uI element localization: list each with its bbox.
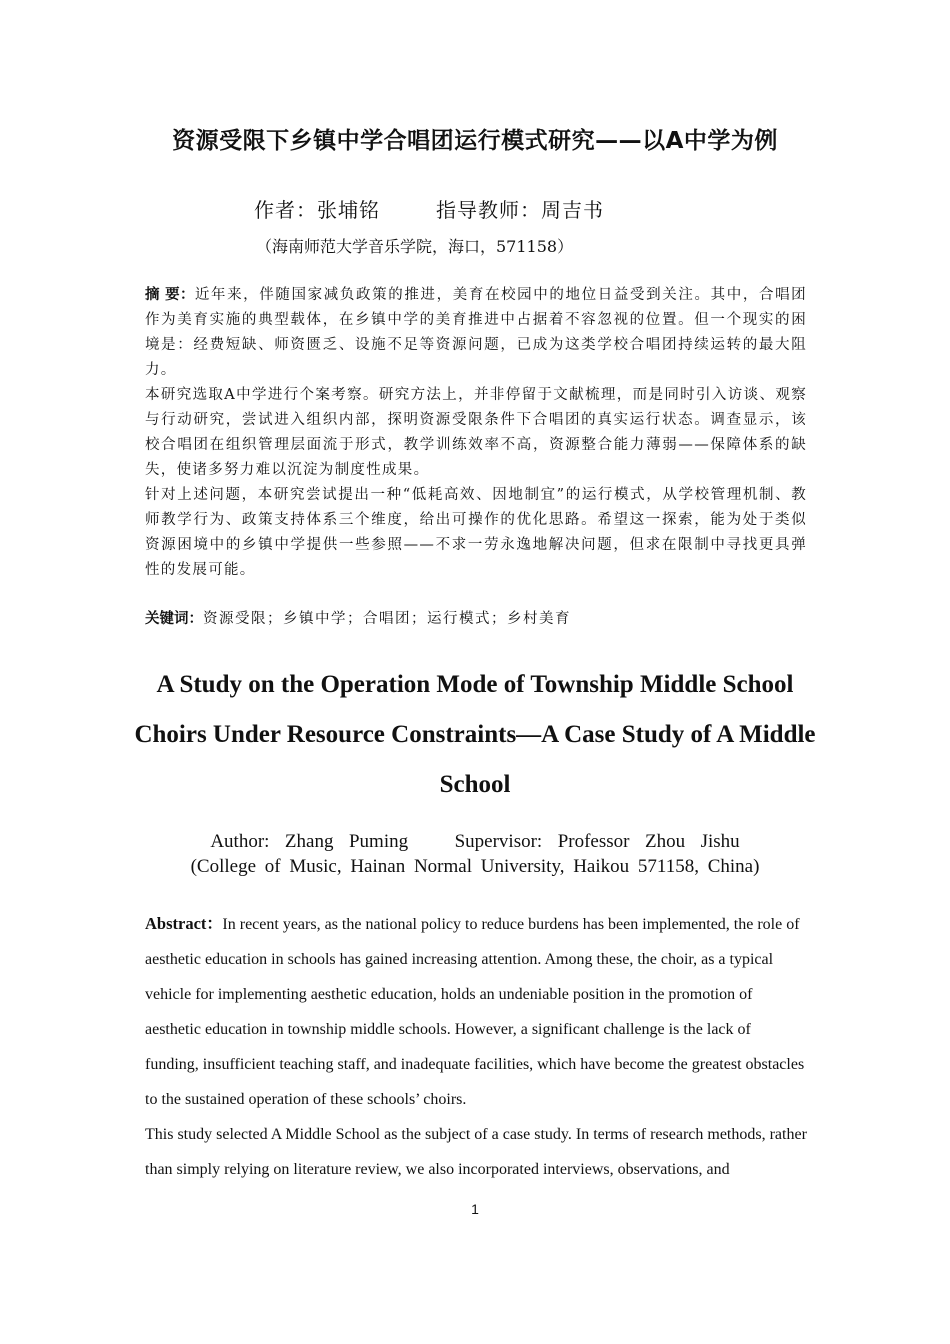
english-author-line: Author: Zhang Puming Supervisor: Professor Zhou Jishu: [210, 831, 740, 852]
chinese-abstract-text-1: 近年来，伴随国家减负政策的推进，美育在校园中的地位日益受到关注。其中，合唱团作为美育实施的典型载体，在乡镇中学的美育推进中占据着不容忽视的位置。但一个现实的困境是：经费短缺、师资匮乏、设施不足等资源问题，已成为这类学校合唱团持续运转的最大阻力。: [145, 287, 807, 378]
english-affiliation: (College of Music, Hainan Normal University, Haikou 571158, China): [190, 856, 760, 877]
english-abstract: [145, 906, 807, 1187]
page-number: 1: [471, 1201, 479, 1217]
chinese-keywords: [145, 607, 571, 628]
chinese-abstract-paragraph-2: 本研究选取A中学进行个案考察。研究方法上，并非停留于文献梳理，而是同时引入访谈、观察与行动研究，尝试进入组织内部，探明资源受限条件下合唱团的真实运行状态。调查显示，该校合唱团在组织管理层面流于形式，教学训练效率不高，资源整合能力薄弱——保障体系的缺失，使诸多努力难以沉淀为制度性成果。: [145, 387, 807, 478]
chinese-abstract-label: 摘 要：: [145, 287, 195, 303]
chinese-abstract-paragraph-1: [145, 283, 807, 383]
chinese-keywords-text: 资源受限；乡镇中学；合唱团；运行模式；乡村美育: [203, 611, 571, 627]
english-abstract-colon: ：: [206, 914, 223, 933]
english-abstract-paragraph-2: This study selected A Middle School as the subject of a case study. In terms of research methods, rather than simply relying on literature review, we also incorporated interviews, observations, and: [145, 1126, 807, 1178]
chinese-author-line: [254, 194, 604, 223]
english-title: A Study on the Operation Mode of Township Middle School Choirs Under Resource Constraints—A Case Study of A Middle School: [134, 671, 816, 798]
chinese-supervisor: 指导教师：周吉书: [436, 198, 604, 222]
chinese-keywords-label: 关键词：: [145, 611, 203, 627]
chinese-title: 资源受限下乡镇中学合唱团运行模式研究——以A中学为例: [172, 128, 778, 154]
english-abstract-text-1: In recent years, as the national policy to reduce burdens has been implemented, the role of aesthetic education in schools has gained increasing attention. Among these, the choir, as a typical vehicle for implementing aesthetic education, holds an undeniable position in the promotion of aesthetic education in township middle schools. However, a significant challenge is the lack of funding, insufficient teaching staff, and inadequate facilities, which have become the greatest obstacles to the sustained operation of these schools’ choirs.: [145, 916, 805, 1108]
chinese-affiliation: （海南师范大学音乐学院，海口，571158）: [256, 237, 574, 256]
english-abstract-paragraph-1: [145, 906, 807, 1117]
chinese-abstract: [145, 283, 807, 583]
english-abstract-label: Abstract: [145, 914, 207, 933]
chinese-abstract-paragraph-3: 针对上述问题，本研究尝试提出一种“低耗高效、因地制宜”的运行模式，从学校管理机制、教师教学行为、政策支持体系三个维度，给出可操作的优化思路。希望这一探索，能为处于类似资源困境中的乡镇中学提供一些参照——不求一劳永逸地解决问题，但求在限制中寻找更具弹性的发展可能。: [145, 487, 807, 578]
chinese-author: 作者：张埔铭: [254, 198, 380, 222]
